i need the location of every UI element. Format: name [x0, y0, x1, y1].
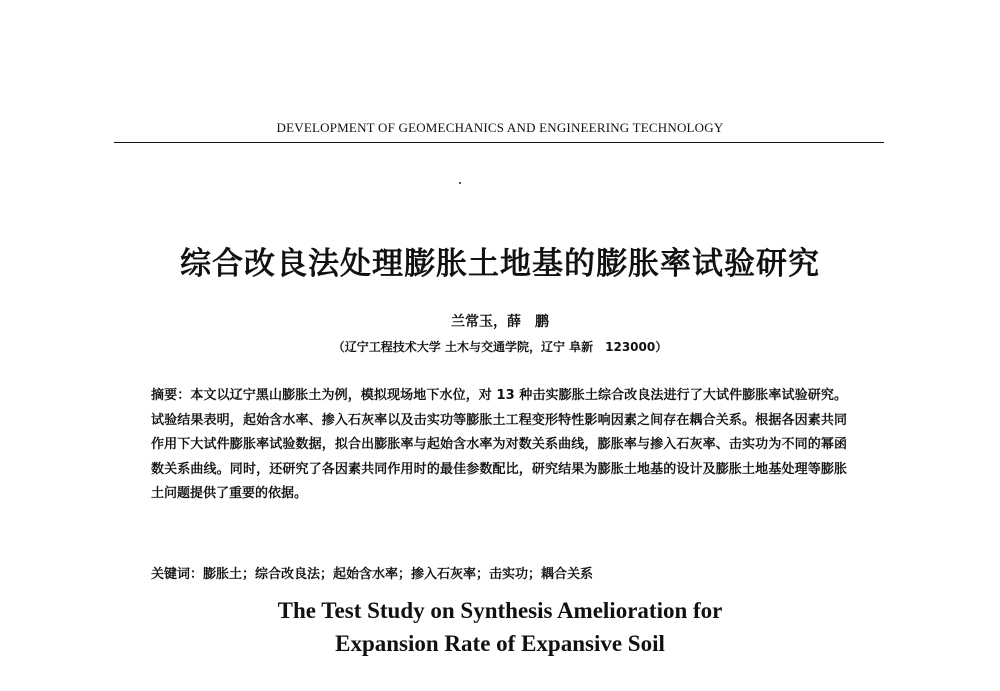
affiliation: （辽宁工程技术大学 土木与交通学院，辽宁 阜新 123000）	[332, 340, 668, 354]
english-title	[0, 594, 1000, 660]
journal-header: DEVELOPMENT OF GEOMECHANICS AND ENGINEERING TECHNOLOGY	[276, 120, 724, 135]
abstract-label: 摘要：	[151, 388, 191, 403]
abstract-text: 本文以辽宁黑山膨胀土为例，模拟现场地下水位，对 13 种击实膨胀土综合改良法进行了大试件膨胀率试验研究。试验结果表明，起始含水率、掺入石灰率以及击实功等膨胀土工程变形特性影响因素之间存在耦合关系。根据各因素共同作用下大试件膨胀率试验数据，拟合出膨胀率与起始含水率为对数关系曲线，膨胀率与掺入石灰率、击实功为不同的幂函数关系曲线。同时，还研究了各因素共同作用时的最佳参数配比，研究结果为膨胀土地基的设计及膨胀土地基处理等膨胀土问题提供了重要的依据。	[151, 388, 847, 501]
chinese-title: 综合改良法处理膨胀土地基的膨胀率试验研究	[180, 246, 820, 282]
speck	[459, 182, 461, 184]
english-title-line1: The Test Study on Synthesis Amelioration for	[277, 598, 723, 623]
header-rule	[114, 142, 884, 143]
authors: 兰常玉，薛 鹏	[451, 314, 549, 330]
keywords-label: 关键词：	[151, 567, 204, 582]
keywords	[151, 563, 847, 582]
abstract	[151, 384, 847, 507]
english-title-line2: Expansion Rate of Expansive Soil	[335, 631, 665, 656]
keywords-text: 膨胀土；综合改良法；起始含水率；掺入石灰率；击实功；耦合关系	[203, 567, 594, 582]
